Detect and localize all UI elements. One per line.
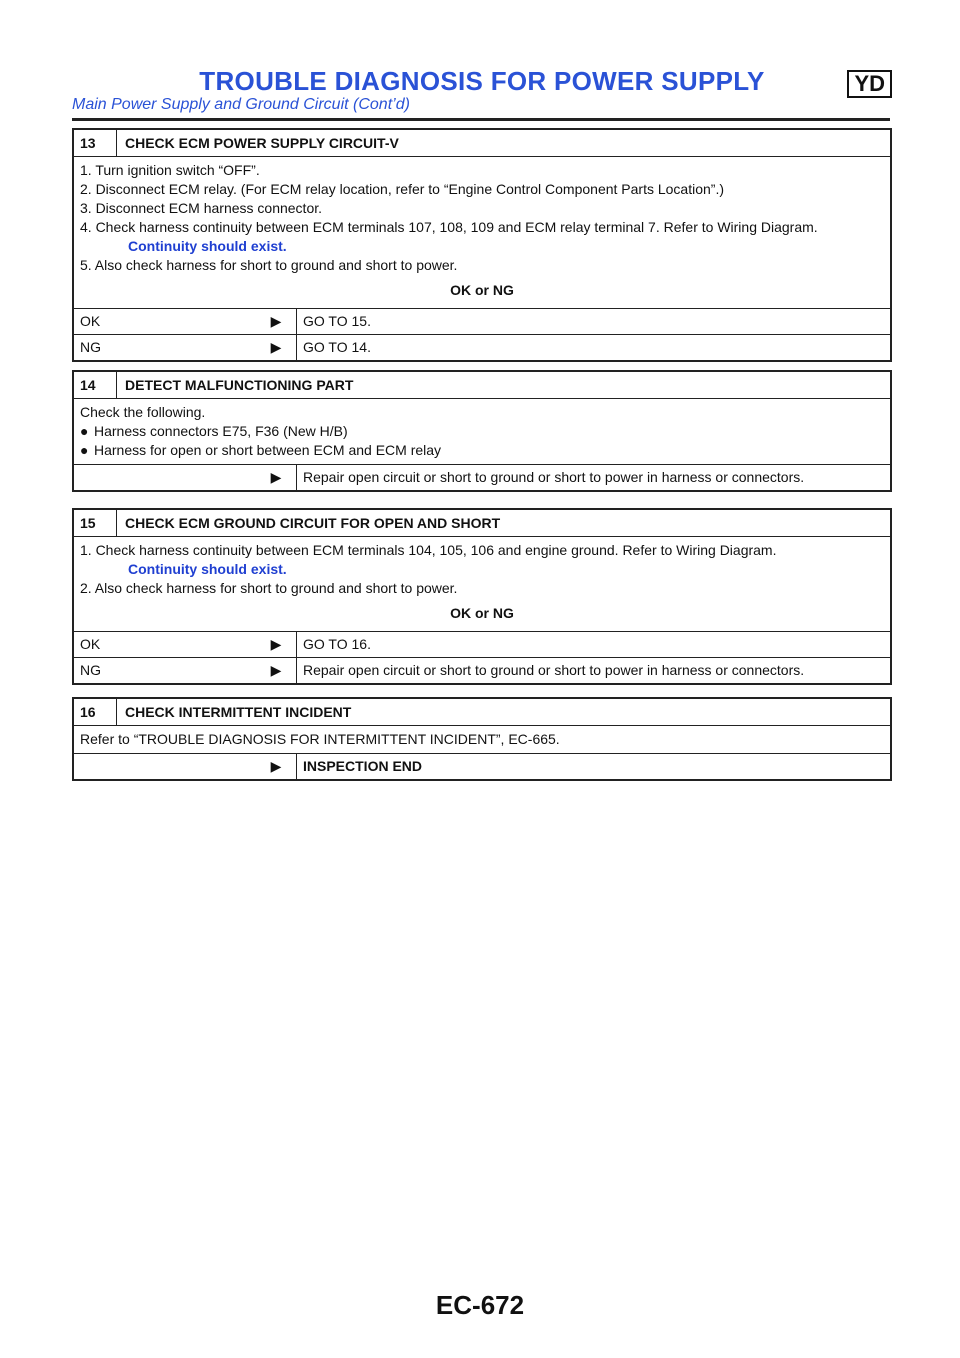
bullet-item [80, 422, 884, 441]
step-header [74, 372, 890, 399]
step-number: 16 [74, 699, 117, 725]
result-row-ng [74, 334, 890, 360]
step-16-box [72, 697, 892, 781]
step-title: CHECK ECM GROUND CIRCUIT FOR OPEN AND SHORT [125, 515, 501, 531]
instruction-line: 3. Disconnect ECM harness connector. [80, 200, 323, 216]
instruction-line: 2. Disconnect ECM relay. (For ECM relay location, refer to “Engine Control Component Parts Location”.) [80, 181, 724, 197]
ok-or-ng-label: OK or NG [450, 282, 514, 298]
result-text: Repair open circuit or short to ground or short to power in harness or connectors. [296, 658, 890, 683]
step-15-box [72, 508, 892, 685]
step-13-box [72, 128, 892, 362]
step-number: 15 [74, 510, 117, 536]
page-subtitle: Main Power Supply and Ground Circuit (Cont’d) [72, 96, 410, 113]
instruction-line: 1. Turn ignition switch “OFF”. [80, 162, 260, 178]
step-14-box [72, 370, 892, 492]
result-text: Repair open circuit or short to ground or short to power in harness or connectors. [296, 465, 890, 490]
instruction-line: 1. Check harness continuity between ECM terminals 104, 105, 106 and engine ground. Refer to Wiring Diagram. [80, 542, 777, 558]
result-text: GO TO 14. [296, 335, 890, 360]
spec-text: Continuity should exist. [128, 561, 287, 577]
result-key [74, 465, 256, 490]
instruction-line: Check the following. [80, 404, 206, 420]
result-key: NG [80, 339, 101, 355]
step-body [74, 537, 890, 631]
section-code-badge: YD [847, 70, 892, 98]
arrow-icon: ▶ [270, 636, 282, 652]
arrow-icon: ▶ [270, 313, 282, 329]
arrow-icon: ▶ [270, 469, 282, 485]
step-body [74, 157, 890, 308]
step-title: DETECT MALFUNCTIONING PART [125, 377, 354, 393]
step-body [74, 399, 890, 464]
result-key: OK [80, 313, 101, 329]
result-key [74, 754, 256, 779]
result-key: OK [80, 636, 101, 652]
ok-or-ng-label: OK or NG [450, 605, 514, 621]
header-rule [72, 118, 890, 121]
step-number: 14 [74, 372, 117, 398]
result-text: GO TO 15. [296, 309, 890, 334]
result-row [74, 753, 890, 779]
bullet-icon: ● [80, 442, 89, 458]
page-title: TROUBLE DIAGNOSIS FOR POWER SUPPLY [199, 66, 765, 96]
step-header [74, 699, 890, 726]
result-text: INSPECTION END [296, 754, 890, 779]
bullet-text: Harness connectors E75, F36 (New H/B) [94, 423, 348, 439]
arrow-icon: ▶ [270, 339, 282, 355]
result-row-ok [74, 308, 890, 334]
instruction-line: 4. Check harness continuity between ECM terminals 107, 108, 109 and ECM relay terminal 7. Refer to Wiring Diagram. [80, 219, 818, 235]
step-title: CHECK ECM POWER SUPPLY CIRCUIT-V [125, 135, 399, 151]
arrow-icon: ▶ [270, 758, 282, 774]
step-title: CHECK INTERMITTENT INCIDENT [125, 704, 352, 720]
instruction-line: 2. Also check harness for short to ground and short to power. [80, 580, 458, 596]
bullet-icon: ● [80, 423, 89, 439]
result-row-ok [74, 631, 890, 657]
step-header [74, 510, 890, 537]
page-number: EC-672 [435, 1290, 525, 1320]
result-row [74, 464, 890, 490]
step-header [74, 130, 890, 157]
instruction-line: 5. Also check harness for short to ground and short to power. [80, 257, 458, 273]
bullet-item [80, 441, 884, 460]
step-body [74, 726, 890, 753]
instruction-line: Refer to “TROUBLE DIAGNOSIS FOR INTERMITTENT INCIDENT”, EC-665. [80, 731, 560, 747]
result-text: GO TO 16. [296, 632, 890, 657]
bullet-text: Harness for open or short between ECM and ECM relay [94, 442, 442, 458]
result-key: NG [80, 662, 101, 678]
arrow-icon: ▶ [270, 662, 282, 678]
spec-text: Continuity should exist. [128, 238, 287, 254]
result-row-ng [74, 657, 890, 683]
step-number: 13 [74, 130, 117, 156]
